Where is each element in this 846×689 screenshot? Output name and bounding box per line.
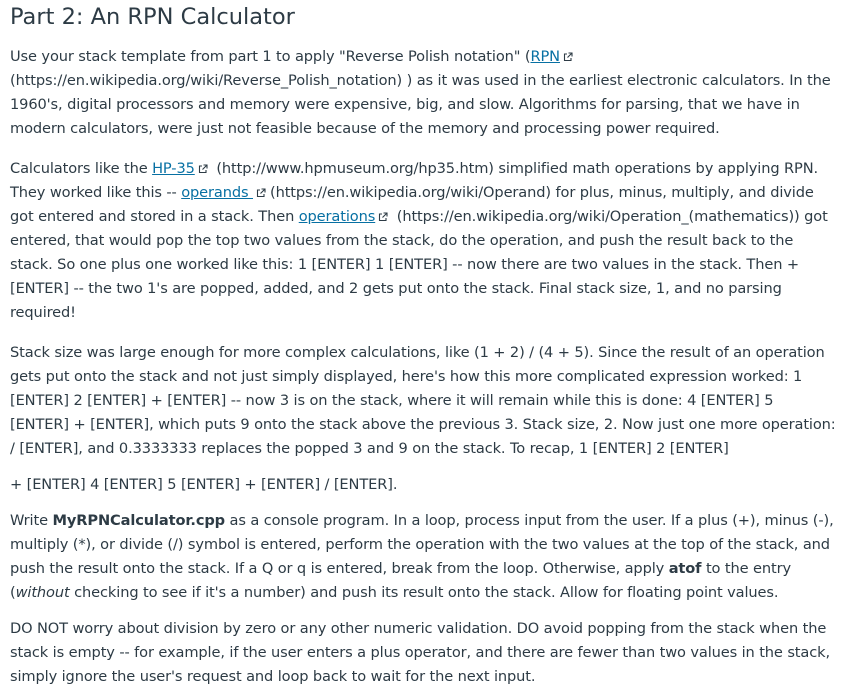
paragraph-recap: + [ENTER] 4 [ENTER] 5 [ENTER] + [ENTER] / [ENTER].: [10, 476, 398, 493]
page-title: Part 2: An RPN Calculator: [10, 4, 295, 30]
external-link-icon: [563, 52, 573, 62]
text: checking to see if it's a number) and push its result onto the stack. Allow for floating point values.: [69, 584, 779, 601]
link-url: (https://en.wikipedia.org/wiki/Operation_(mathematics)): [396, 208, 800, 225]
external-link-icon: [256, 188, 266, 198]
function-name: atof: [668, 560, 702, 577]
text: Use your stack template from part 1 to apply "Reverse Polish notation" (: [10, 48, 531, 65]
rpn-link[interactable]: RPN: [530, 48, 560, 65]
text: Write: [10, 512, 53, 529]
paragraph-complex-example: Stack size was large enough for more complex calculations, like (1 + 2) / (4 + 5). Since the result of an operation gets put onto the stack and not just simply displayed, here's how this more complicated expression worked: 1 [ENTER] 2 [ENTER] + [ENTER] -- now 3 is on the stack, where it will remain while this is done: 4 [ENTER] 5 [ENTER] + [ENTER], which puts 9 onto the stack above the previous 3. Stack size, 2. Now just one more operation: / [ENTER], and 0.3333333 replaces the popped 3 and 9 on the stack. To recap, 1 [ENTER] 2 [ENTER]: [10, 344, 836, 457]
text: got entered, that would pop the top two values from the stack, do the operation, and push the result back to the stack. So one plus one worked like this: 1 [ENTER] 1 [ENTER] -- now there are two values in the stack. Then + [ENTER] -- the two 1's are popped, added, and 2 gets put onto the stack. Final stack size, 1, and no parsing required!: [10, 208, 828, 321]
paragraph-intro: [10, 45, 836, 141]
link-url: (https://en.wikipedia.org/wiki/Operand): [270, 184, 551, 201]
emphasis: without: [15, 584, 70, 601]
text: as a console program. In a loop, process input from the user. If a plus (+), minus (-), multiply (*), or divide (/) symbol is entered, perform the operation with the two values at the top of the stack, and push the result onto the stack. If a Q or q is entered, break from the loop. Otherwise, apply: [10, 512, 834, 577]
operations-link[interactable]: operations: [298, 208, 376, 225]
link-url: (http://www.hpmuseum.org/hp35.htm): [216, 160, 494, 177]
text: to the entry (: [10, 560, 791, 601]
external-link-icon: [378, 212, 388, 222]
paragraph-instructions: [10, 509, 836, 605]
text: Calculators like the: [10, 160, 153, 177]
text: ) as it was used in the earliest electronic calculators. In the 1960's, digital processors and memory were expensive, big, and slow. Algorithms for parsing, that we have in modern calculators, were just not feasible because of the memory and processing power required.: [10, 72, 831, 137]
link-url: (https://en.wikipedia.org/wiki/Reverse_Polish_notation): [10, 72, 403, 89]
filename: MyRPNCalculator.cpp: [52, 512, 226, 529]
external-link-icon: [198, 164, 208, 174]
hp35-link[interactable]: HP-35: [152, 160, 195, 177]
paragraph-hp35: [10, 157, 836, 325]
text: for plus, minus, multiply, and divide got entered and stored in a stack. Then: [10, 184, 814, 225]
text: simplified math operations by applying RPN. They worked like this --: [10, 160, 819, 201]
operands-link[interactable]: operands: [181, 184, 253, 201]
paragraph-notes: DO NOT worry about division by zero or any other numeric validation. DO avoid popping from the stack when the stack is empty -- for example, if the user enters a plus operator, and there are fewer than two values in the stack, simply ignore the user's request and loop back to wait for the next input.: [10, 620, 830, 685]
